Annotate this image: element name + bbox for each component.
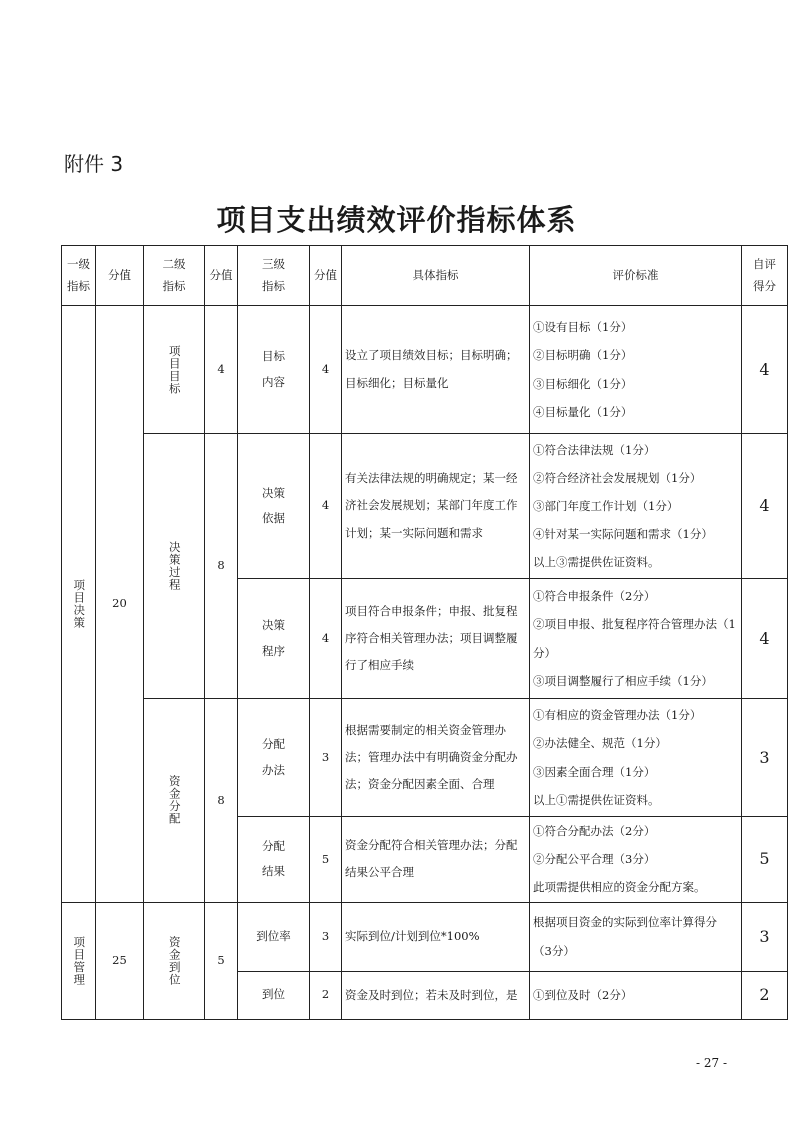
l2-cell: 项目目标 — [144, 306, 205, 434]
l1-score-cell: 20 — [96, 306, 144, 903]
l2-cell: 资金到位 — [144, 902, 205, 1019]
attachment-label: 附件 3 — [64, 152, 124, 176]
spec-cell: 有关法律法规的明确规定；某一经济社会发展规划；某部门年度工作计划；某一实际问题和需求 — [342, 434, 530, 579]
l1-cell: 项目决策 — [62, 306, 96, 903]
std-cell: 根据项目资金的实际到位率计算得分 （3分） — [530, 902, 742, 971]
l3-cell: 决策 依据 — [238, 434, 310, 579]
std-cell: ①设有目标（1分） ②目标明确（1分） ③目标细化（1分） ④目标量化（1分） — [530, 306, 742, 434]
table-row — [62, 434, 788, 579]
l3-cell: 目标 内容 — [238, 306, 310, 434]
header-score1: 分值 — [96, 246, 144, 306]
header-l1: 一级 指标 — [62, 246, 96, 306]
l2-score-cell: 5 — [205, 902, 238, 1019]
header-self: 自评 得分 — [742, 246, 788, 306]
header-l3: 三级 指标 — [238, 246, 310, 306]
l3-score-cell: 5 — [310, 817, 342, 903]
l2-score-cell: 4 — [205, 306, 238, 434]
self-score-cell: 3 — [742, 699, 788, 817]
indicator-table — [61, 245, 788, 1020]
l2-score-cell: 8 — [205, 434, 238, 699]
l2-cell: 资金分配 — [144, 699, 205, 903]
spec-cell: 资金分配符合相关管理办法；分配结果公平合理 — [342, 817, 530, 903]
self-score-cell: 2 — [742, 971, 788, 1019]
page-number: - 27 - — [695, 1056, 727, 1070]
l3-score-cell: 4 — [310, 434, 342, 579]
l3-score-cell: 4 — [310, 579, 342, 699]
l3-score-cell: 2 — [310, 971, 342, 1019]
table-row — [62, 699, 788, 817]
l3-cell: 到位 — [238, 971, 310, 1019]
header-row — [62, 246, 788, 306]
spec-cell: 项目符合申报条件；申报、批复程序符合相关管理办法；项目调整履行了相应手续 — [342, 579, 530, 699]
table-row — [62, 902, 788, 971]
spec-cell: 设立了项目绩效目标；目标明确；目标细化；目标量化 — [342, 306, 530, 434]
header-l2: 二级 指标 — [144, 246, 205, 306]
std-cell: ①符合分配办法（2分） ②分配公平合理（3分） 此项需提供相应的资金分配方案。 — [530, 817, 742, 903]
l3-cell: 分配 办法 — [238, 699, 310, 817]
header-score2: 分值 — [205, 246, 238, 306]
table-row — [62, 306, 788, 434]
self-score-cell: 3 — [742, 902, 788, 971]
l3-score-cell: 4 — [310, 306, 342, 434]
self-score-cell: 4 — [742, 306, 788, 434]
header-score3: 分值 — [310, 246, 342, 306]
self-score-cell: 4 — [742, 579, 788, 699]
page-title: 项目支出绩效评价指标体系 — [216, 203, 577, 237]
spec-cell: 实际到位/计划到位*100% — [342, 902, 530, 971]
std-cell: ①符合申报条件（2分） ②项目申报、批复程序符合管理办法（1 分） ③项目调整履行了相应手续（1分） — [530, 579, 742, 699]
l2-cell: 决策过程 — [144, 434, 205, 699]
self-score-cell: 5 — [742, 817, 788, 903]
spec-cell: 根据需要制定的相关资金管理办法；管理办法中有明确资金分配办法；资金分配因素全面、合理 — [342, 699, 530, 817]
l3-score-cell: 3 — [310, 902, 342, 971]
self-score-cell: 4 — [742, 434, 788, 579]
l3-score-cell: 3 — [310, 699, 342, 817]
header-std: 评价标准 — [530, 246, 742, 306]
l1-score-cell: 25 — [96, 902, 144, 1019]
std-cell: ①有相应的资金管理办法（1分） ②办法健全、规范（1分） ③因素全面合理（1分） 以上①需提供佐证资料。 — [530, 699, 742, 817]
l3-cell: 分配 结果 — [238, 817, 310, 903]
l1-cell: 项目管理 — [62, 902, 96, 1019]
l3-cell: 到位率 — [238, 902, 310, 971]
std-cell: ①符合法律法规（1分） ②符合经济社会发展规划（1分） ③部门年度工作计划（1分） ④针对某一实际问题和需求（1分） 以上③需提供佐证资料。 — [530, 434, 742, 579]
spec-cell: 资金及时到位；若未及时到位，是 — [342, 971, 530, 1019]
header-spec: 具体指标 — [342, 246, 530, 306]
std-cell: ①到位及时（2分） — [530, 971, 742, 1019]
l2-score-cell: 8 — [205, 699, 238, 903]
l3-cell: 决策 程序 — [238, 579, 310, 699]
